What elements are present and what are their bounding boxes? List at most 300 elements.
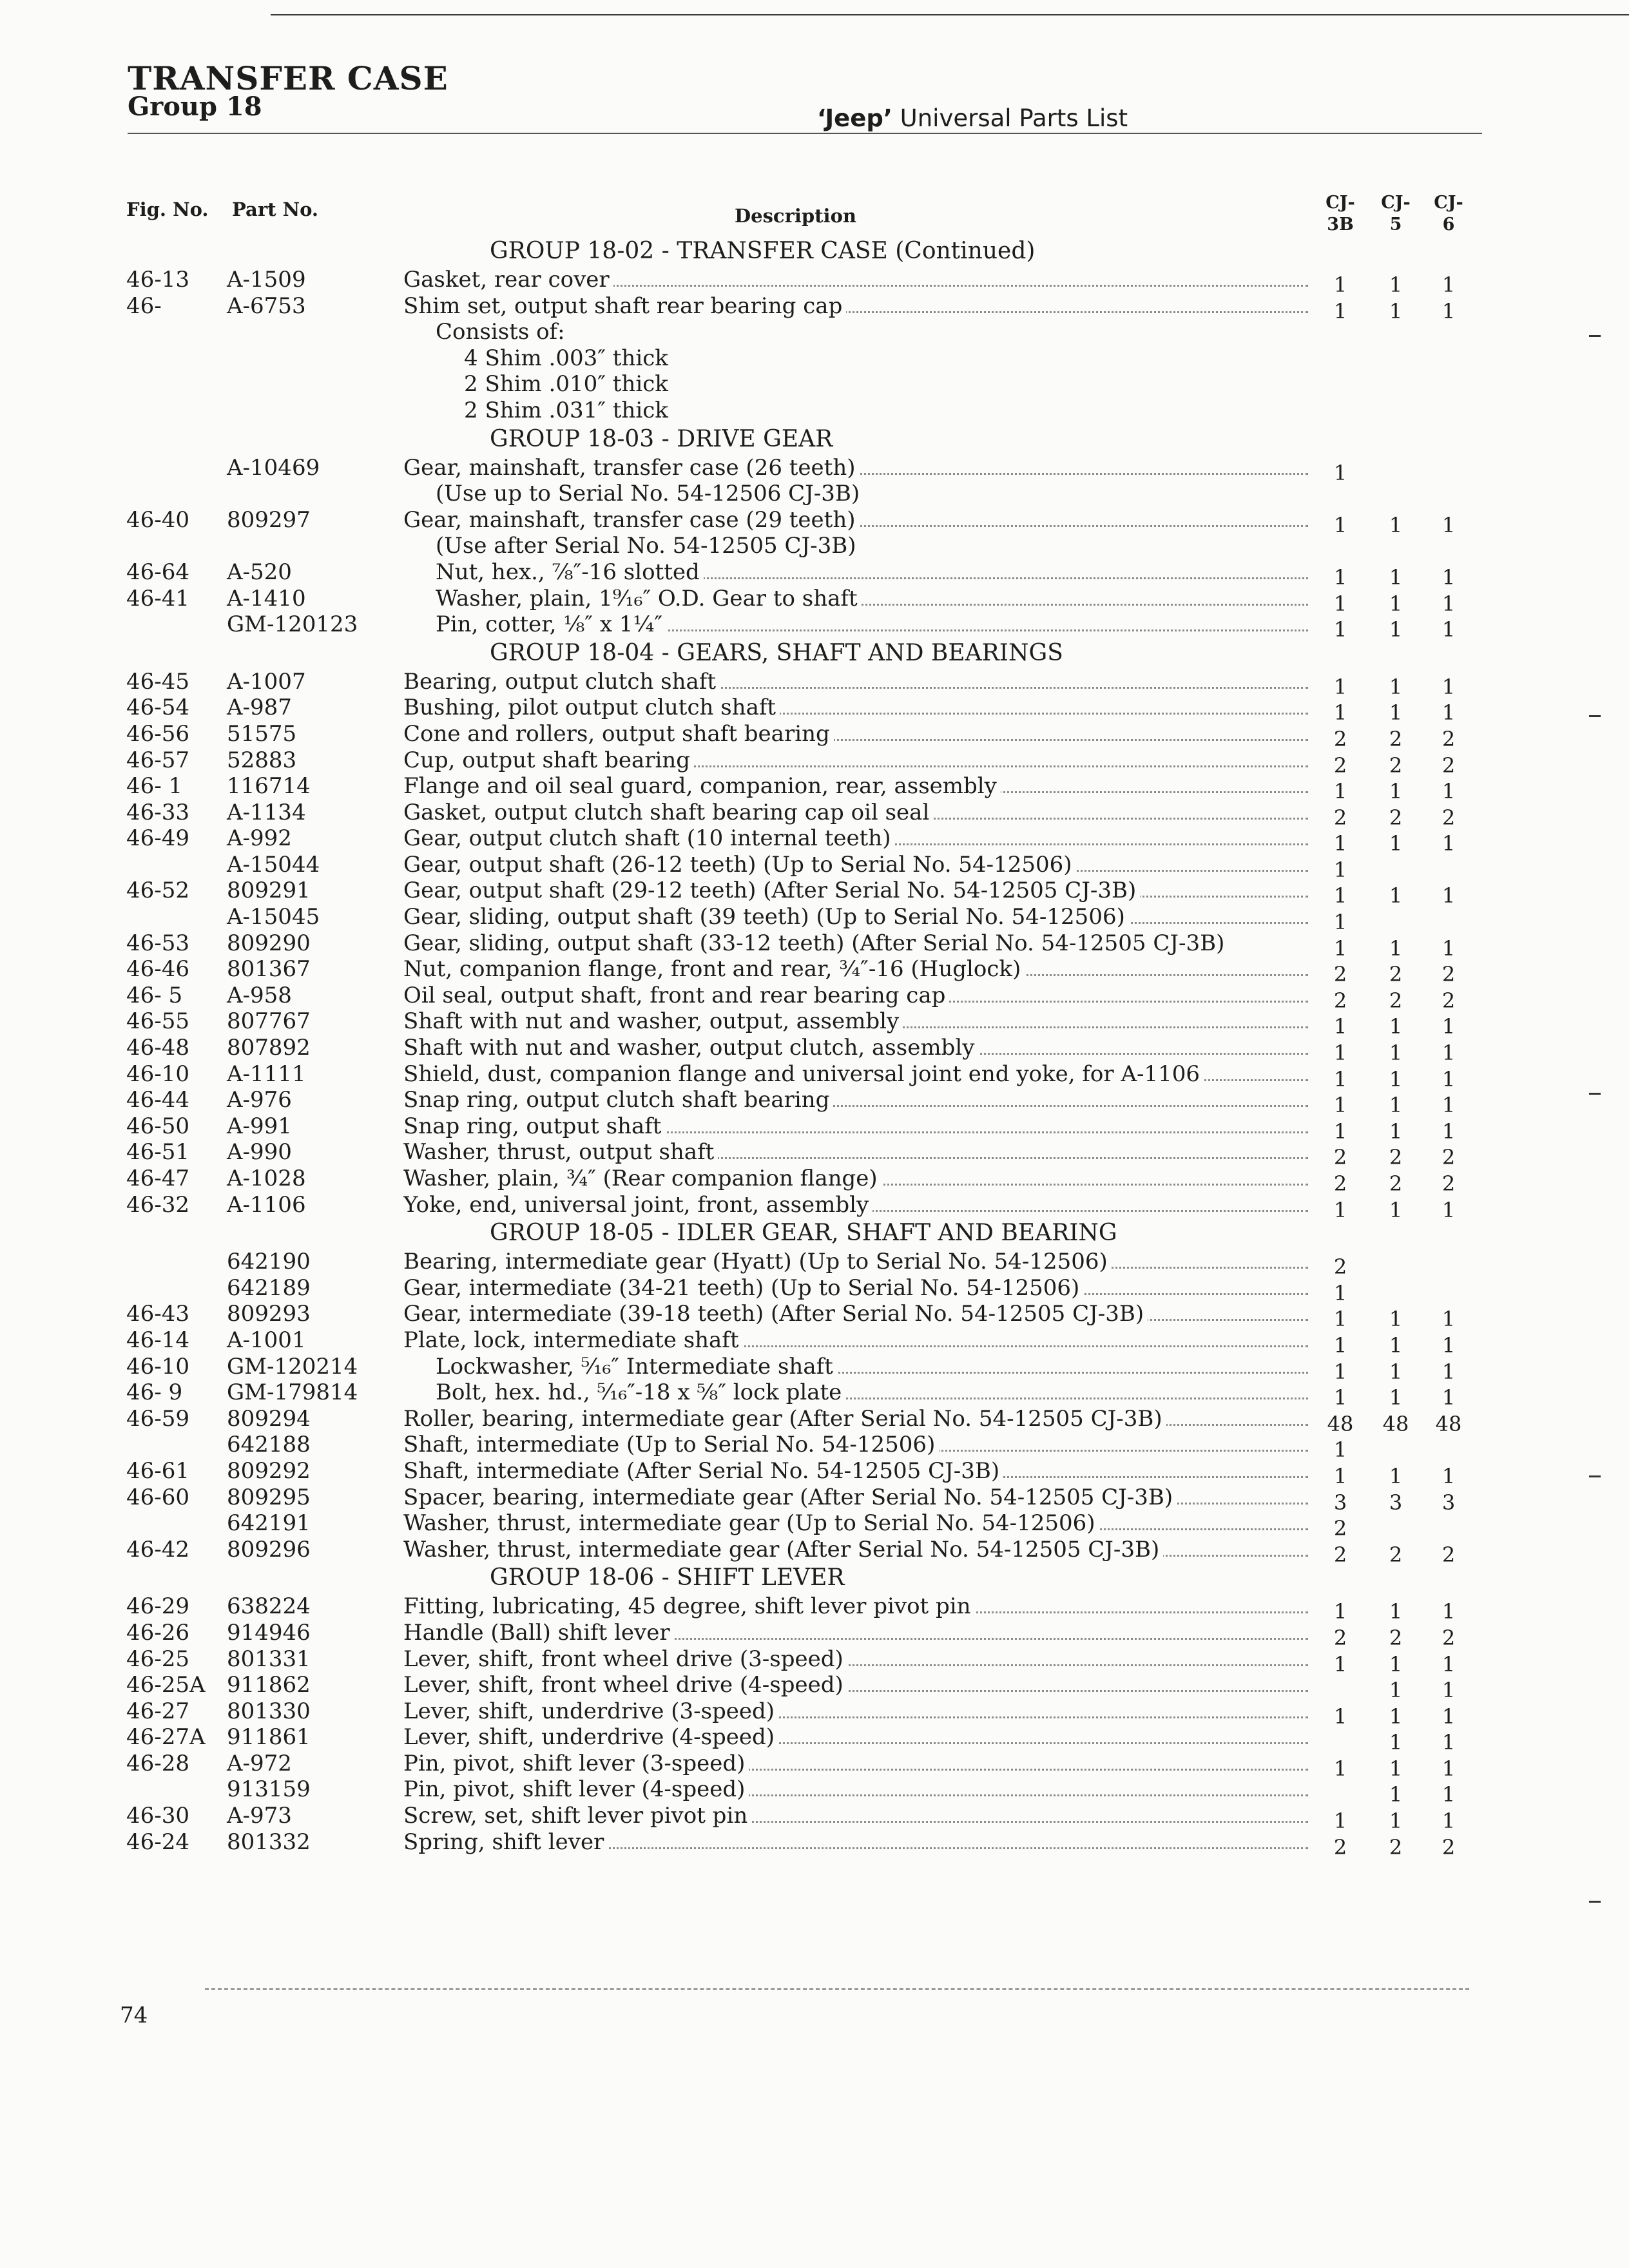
fig-no-cell: 46-13	[126, 267, 190, 293]
qty-cj5-cell: 1	[1389, 779, 1403, 804]
table-row	[0, 319, 1629, 345]
description-cell	[436, 533, 1344, 559]
table-row	[0, 1619, 1629, 1650]
qty-cj3b-cell: 1	[1333, 1041, 1347, 1066]
description-text: Shaft, intermediate (Up to Serial No. 54-12506)	[403, 1432, 939, 1457]
table-row	[0, 1724, 1629, 1755]
group-label: Group 18	[128, 91, 262, 122]
description-cell	[403, 1301, 1308, 1327]
qty-cj3b-cell: 1	[1333, 1599, 1347, 1624]
description-text: Bushing, pilot output clutch shaft	[403, 695, 780, 720]
fig-no-cell: 46-51	[126, 1139, 190, 1166]
fig-no-cell: 46-24	[126, 1829, 190, 1855]
qty-cj6-cell: 2	[1441, 753, 1456, 778]
description-cell	[403, 800, 1308, 825]
qty-cj6-cell: 1	[1441, 591, 1456, 616]
qty-cj3b-cell: 1	[1333, 591, 1347, 616]
qty-cj3b-cell: 1	[1333, 910, 1347, 935]
description-text: Snap ring, output clutch shaft bearing	[403, 1087, 833, 1113]
description-cell	[403, 507, 1308, 533]
qty-cj3b-cell: 1	[1333, 1332, 1347, 1358]
description-text: Washer, thrust, output shaft	[403, 1139, 718, 1165]
description-text: Pin, pivot, shift lever (3-speed)	[403, 1751, 749, 1776]
page-number: 74	[120, 2003, 148, 2028]
description-cell	[403, 1829, 1308, 1855]
description-cell	[403, 1087, 1308, 1113]
description-cell	[403, 1166, 1308, 1191]
qty-cj3b-cell: 2	[1333, 1625, 1347, 1650]
qty-cj6-cell: 1	[1441, 1678, 1456, 1703]
qty-cj5-cell: 1	[1389, 1704, 1403, 1729]
qty-cj6-cell: 2	[1441, 1625, 1456, 1650]
part-no-cell: A-10469	[227, 454, 320, 481]
description-text: Gear, mainshaft, transfer case (29 teeth)	[403, 507, 860, 533]
fig-no-cell: 46-27	[126, 1698, 190, 1724]
qty-cj3b-cell: 1	[1333, 1437, 1347, 1463]
qty-cj6-cell: 1	[1441, 1041, 1456, 1066]
qty-cj3b-cell: 2	[1333, 988, 1347, 1013]
fig-no-cell: 46-41	[126, 585, 190, 611]
qty-cj6-cell: 1	[1441, 1651, 1456, 1677]
description-text: Shaft with nut and washer, output clutch, assembly	[403, 1035, 978, 1061]
margin-mark	[1589, 1093, 1601, 1095]
description-cell	[403, 1458, 1308, 1484]
part-no-cell: 809292	[227, 1457, 311, 1484]
part-no-cell: A-1111	[227, 1061, 306, 1087]
table-row	[0, 1829, 1629, 1860]
fig-no-cell: 46-52	[126, 878, 190, 904]
description-cell	[403, 1249, 1308, 1274]
fig-no-cell: 46-	[126, 293, 162, 319]
fig-no-cell: 46-64	[126, 559, 190, 585]
qty-cj6-cell: 1	[1441, 700, 1456, 726]
qty-cj6-cell: 1	[1441, 1066, 1456, 1091]
qty-cj3b-cell: 1	[1333, 1704, 1347, 1729]
qty-cj6-cell: 1	[1441, 674, 1456, 699]
part-no-cell: 638224	[227, 1593, 311, 1620]
table-row	[0, 398, 1629, 424]
table-row	[0, 799, 1629, 830]
description-text: Gear, sliding, output shaft (33-12 teeth) (After Serial No. 54-12505 CJ-3B)	[403, 930, 1228, 956]
description-text: Washer, thrust, intermediate gear (After Serial No. 54-12505 CJ-3B)	[403, 1537, 1163, 1562]
qty-cj5-cell: 1	[1389, 1651, 1403, 1677]
table-row	[0, 1008, 1629, 1039]
part-no-cell: 807892	[227, 1035, 311, 1061]
qty-cj6-cell: 1	[1441, 1093, 1456, 1118]
qty-cj6-cell: 1	[1441, 1756, 1456, 1781]
qty-cj5-cell: 2	[1389, 805, 1403, 830]
section-heading: GROUP 18-02 - TRANSFER CASE (Continued)	[490, 238, 1036, 264]
table-row	[0, 930, 1629, 961]
qty-cj3b-cell: 1	[1333, 617, 1347, 642]
description-cell	[464, 371, 1373, 397]
description-text: Gasket, output clutch shaft bearing cap oil seal	[403, 800, 933, 825]
qty-cj3b-cell: 1	[1333, 883, 1347, 908]
table-row	[0, 1139, 1629, 1170]
description-cell	[403, 1751, 1308, 1776]
qty-cj6-cell: 1	[1441, 1704, 1456, 1729]
table-row	[0, 506, 1629, 537]
table-row	[0, 1166, 1629, 1196]
part-no-cell: A-520	[227, 559, 292, 585]
description-text: 4 Shim .003″ thick	[464, 345, 672, 371]
description-cell	[403, 1803, 1308, 1829]
table-row	[0, 1776, 1629, 1807]
description-text: (Use up to Serial No. 54-12506 CJ-3B)	[436, 481, 863, 506]
description-cell	[403, 1008, 1308, 1034]
part-no-cell: A-990	[227, 1139, 292, 1166]
margin-mark	[1589, 335, 1601, 337]
fig-no-cell: 46-45	[126, 668, 190, 695]
column-header-cj6: CJ- 6	[1434, 193, 1463, 235]
description-text: Gear, output shaft (26-12 teeth) (Up to Serial No. 54-12506)	[403, 852, 1075, 878]
qty-cj3b-cell: 1	[1333, 512, 1347, 537]
description-text: Gasket, rear cover	[403, 267, 613, 293]
qty-cj5-cell: 1	[1389, 1782, 1403, 1807]
section-heading: GROUP 18-04 - GEARS, SHAFT AND BEARINGS	[490, 639, 1063, 666]
qty-cj3b-cell: 1	[1333, 564, 1347, 590]
fig-no-cell: 46-44	[126, 1087, 190, 1113]
part-no-cell: A-6753	[227, 293, 306, 319]
part-no-cell: A-992	[227, 825, 292, 852]
table-row	[0, 1698, 1629, 1729]
fig-no-cell: 46-55	[126, 1008, 190, 1035]
description-text: Bearing, output clutch shaft	[403, 669, 720, 695]
qty-cj5-cell: 2	[1389, 753, 1403, 778]
qty-cj5-cell: 1	[1389, 1197, 1403, 1222]
subtitle-text: Universal Parts List	[892, 104, 1128, 132]
part-no-cell: A-973	[227, 1803, 292, 1829]
qty-cj5-cell: 1	[1389, 1359, 1403, 1384]
description-cell	[403, 1139, 1308, 1165]
qty-cj3b-cell: 1	[1333, 1119, 1347, 1144]
top-rule	[271, 14, 1629, 15]
document-subtitle	[817, 104, 1128, 132]
qty-cj3b-cell: 1	[1333, 298, 1347, 323]
qty-cj6-cell: 1	[1441, 273, 1456, 297]
description-cell	[403, 852, 1308, 878]
table-row	[0, 611, 1629, 642]
qty-cj3b-cell: 1	[1333, 936, 1347, 961]
description-text: 2 Shim .010″ thick	[464, 371, 672, 397]
section-heading-row	[0, 1218, 1629, 1249]
part-no-cell: 801331	[227, 1646, 311, 1672]
description-cell	[403, 1620, 1308, 1646]
qty-cj6-cell: 1	[1441, 1385, 1456, 1410]
part-no-cell: 913159	[227, 1776, 311, 1803]
part-no-cell: 51575	[227, 720, 297, 747]
description-cell	[403, 695, 1308, 720]
description-cell	[403, 267, 1308, 293]
fig-no-cell: 46-50	[126, 1113, 190, 1139]
description-cell	[436, 586, 1308, 611]
description-cell	[403, 1432, 1308, 1457]
qty-cj3b-cell: 1	[1333, 779, 1347, 804]
margin-mark	[1589, 715, 1601, 717]
description-cell	[403, 1776, 1308, 1802]
fig-no-cell: 46-53	[126, 930, 190, 956]
fig-no-cell: 46-28	[126, 1750, 190, 1776]
description-text: (Use after Serial No. 54-12505 CJ-3B)	[436, 533, 860, 559]
qty-cj6-cell: 2	[1441, 1171, 1456, 1196]
description-cell	[403, 293, 1308, 319]
table-row	[0, 1061, 1629, 1091]
description-cell	[403, 1537, 1308, 1562]
qty-cj3b-cell: 2	[1333, 962, 1347, 987]
qty-cj5-cell: 2	[1389, 1834, 1403, 1860]
qty-cj3b-cell: 2	[1333, 1145, 1347, 1170]
description-cell	[403, 1485, 1308, 1510]
part-no-cell: A-972	[227, 1750, 292, 1776]
description-cell	[403, 930, 1312, 956]
description-text: Shield, dust, companion flange and universal joint end yoke, for A-1106	[403, 1061, 1204, 1087]
section-heading: GROUP 18-03 - DRIVE GEAR	[490, 425, 833, 452]
qty-cj6-cell: 2	[1441, 1145, 1456, 1170]
description-text: Flange and oil seal guard, companion, rear, assembly	[403, 773, 1001, 799]
section-heading-row	[0, 424, 1629, 455]
table-row	[0, 585, 1629, 616]
description-text: Nut, companion flange, front and rear, ¾″-16 (Huglock)	[403, 956, 1025, 982]
qty-cj6-cell: 3	[1441, 1490, 1456, 1515]
table-row	[0, 747, 1629, 778]
fig-no-cell: 46-46	[126, 956, 190, 983]
fig-no-cell: 46-10	[126, 1353, 190, 1379]
description-cell	[403, 1724, 1308, 1750]
qty-cj5-cell: 2	[1389, 962, 1403, 987]
qty-cj3b-cell: 2	[1333, 1834, 1347, 1860]
qty-cj3b-cell: 1	[1333, 857, 1347, 882]
part-no-cell: 801367	[227, 956, 311, 983]
table-row	[0, 533, 1629, 559]
qty-cj3b-cell: 2	[1333, 1542, 1347, 1567]
qty-cj5-cell: 1	[1389, 1730, 1403, 1755]
description-text: Gear, output clutch shaft (10 internal teeth)	[403, 825, 894, 851]
fig-no-cell: 46-10	[126, 1061, 190, 1087]
description-text: Nut, hex., ⅞″-16 slotted	[436, 559, 704, 585]
table-row	[0, 1113, 1629, 1144]
qty-cj5-cell: 2	[1389, 1542, 1403, 1567]
description-cell	[436, 1379, 1308, 1405]
table-row	[0, 851, 1629, 882]
section-heading: GROUP 18-06 - SHIFT LEVER	[490, 1564, 845, 1591]
description-text: Washer, plain, ¾″ (Rear companion flange)	[403, 1166, 882, 1191]
description-cell	[403, 956, 1308, 982]
part-no-cell: 642190	[227, 1249, 311, 1275]
part-no-cell: A-1509	[227, 267, 306, 293]
qty-cj5-cell: 2	[1389, 1625, 1403, 1650]
fig-no-cell: 46-56	[126, 720, 190, 747]
qty-cj5-cell: 1	[1389, 1332, 1403, 1358]
table-row	[0, 904, 1629, 935]
table-row	[0, 1536, 1629, 1567]
description-cell	[403, 1192, 1308, 1218]
qty-cj5-cell: 48	[1382, 1411, 1409, 1436]
table-row	[0, 1510, 1629, 1541]
table-row	[0, 1457, 1629, 1488]
part-no-cell: A-1001	[227, 1327, 306, 1353]
fig-no-cell: 46-33	[126, 799, 190, 825]
table-row	[0, 1274, 1629, 1305]
description-cell	[403, 747, 1308, 773]
table-row	[0, 695, 1629, 726]
qty-cj3b-cell: 2	[1333, 753, 1347, 778]
table-row	[0, 559, 1629, 590]
description-text: Gear, mainshaft, transfer case (26 teeth)	[403, 455, 860, 481]
table-row	[0, 1327, 1629, 1358]
part-no-cell: 52883	[227, 747, 297, 773]
description-text: Pin, pivot, shift lever (4-speed)	[403, 1776, 749, 1802]
qty-cj3b-cell: 1	[1333, 700, 1347, 726]
qty-cj5-cell: 1	[1389, 1014, 1403, 1039]
table-row	[0, 1405, 1629, 1436]
qty-cj3b-cell: 1	[1333, 1066, 1347, 1091]
qty-cj5-cell: 1	[1389, 617, 1403, 642]
description-text: Consists of:	[436, 319, 569, 345]
fig-no-cell: 46-48	[126, 1035, 190, 1061]
qty-cj5-cell: 1	[1389, 512, 1403, 537]
part-no-cell: A-15045	[227, 904, 320, 930]
column-header-cj5: CJ- 5	[1381, 193, 1411, 235]
qty-cj6-cell: 1	[1441, 564, 1456, 590]
fig-no-cell: 46- 5	[126, 982, 183, 1008]
qty-cj6-cell: 2	[1441, 1834, 1456, 1860]
part-no-cell: 801332	[227, 1829, 311, 1855]
fig-no-cell: 46- 9	[126, 1379, 183, 1406]
part-no-cell: A-976	[227, 1087, 292, 1113]
qty-cj5-cell: 1	[1389, 674, 1403, 699]
column-header-description: Description	[735, 205, 856, 227]
part-no-cell: 911861	[227, 1724, 311, 1751]
description-text: Lockwasher, ⁵⁄₁₆″ Intermediate shaft	[436, 1354, 837, 1379]
qty-cj6-cell: 1	[1441, 1197, 1456, 1222]
qty-cj6-cell: 2	[1441, 805, 1456, 830]
description-text: Oil seal, output shaft, front and rear bearing cap	[403, 983, 949, 1008]
fig-no-cell: 46-54	[126, 695, 190, 721]
qty-cj3b-cell: 1	[1333, 1197, 1347, 1222]
qty-cj6-cell: 1	[1441, 512, 1456, 537]
description-text: Screw, set, shift lever pivot pin	[403, 1803, 751, 1829]
description-text: Shaft, intermediate (After Serial No. 54-12505 CJ-3B)	[403, 1458, 1003, 1484]
qty-cj6-cell: 1	[1441, 883, 1456, 908]
qty-cj5-cell: 1	[1389, 936, 1403, 961]
part-no-cell: 809296	[227, 1536, 311, 1562]
description-text: Plate, lock, intermediate shaft	[403, 1327, 743, 1353]
description-cell	[403, 1113, 1308, 1139]
table-row	[0, 982, 1629, 1013]
description-text: Gear, intermediate (34-21 teeth) (Up to Serial No. 54-12506)	[403, 1275, 1083, 1301]
table-row	[0, 878, 1629, 908]
section-heading-row	[0, 638, 1629, 669]
part-no-cell: A-987	[227, 695, 292, 721]
qty-cj6-cell: 1	[1441, 1730, 1456, 1755]
table-row	[0, 1379, 1629, 1410]
description-cell	[464, 398, 1373, 423]
description-cell	[403, 983, 1308, 1008]
qty-cj6-cell: 2	[1441, 962, 1456, 987]
qty-cj6-cell: 1	[1441, 1014, 1456, 1039]
description-text: Gear, sliding, output shaft (39 teeth) (Up to Serial No. 54-12506)	[403, 904, 1129, 930]
margin-mark	[1589, 1901, 1601, 1903]
description-cell	[403, 1593, 1308, 1619]
table-row	[0, 956, 1629, 987]
fig-no-cell: 46-30	[126, 1803, 190, 1829]
fig-no-cell: 46-61	[126, 1457, 190, 1484]
footer-rule	[205, 1988, 1469, 1990]
table-row	[0, 293, 1629, 323]
page-title: TRANSFER CASE	[128, 59, 448, 97]
description-text: Bearing, intermediate gear (Hyatt) (Up to Serial No. 54-12506)	[403, 1249, 1112, 1274]
description-cell	[403, 878, 1308, 903]
part-no-cell: 801330	[227, 1698, 311, 1724]
table-row	[0, 1803, 1629, 1834]
section-heading: GROUP 18-05 - IDLER GEAR, SHAFT AND BEARING	[490, 1220, 1117, 1247]
header-rule	[128, 133, 1482, 134]
qty-cj3b-cell: 1	[1333, 674, 1347, 699]
qty-cj3b-cell: 1	[1333, 1280, 1347, 1305]
description-cell	[436, 319, 1344, 345]
description-cell	[403, 1510, 1308, 1536]
part-no-cell: 911862	[227, 1672, 311, 1698]
fig-no-cell: 46-57	[126, 747, 190, 773]
part-no-cell: 809291	[227, 878, 311, 904]
table-row	[0, 345, 1629, 372]
qty-cj5-cell: 1	[1389, 883, 1403, 908]
part-no-cell: A-1134	[227, 799, 306, 825]
description-cell	[403, 1061, 1308, 1087]
qty-cj3b-cell: 1	[1333, 273, 1347, 297]
fig-no-cell: 46-26	[126, 1619, 190, 1646]
qty-cj6-cell: 1	[1441, 1332, 1456, 1358]
qty-cj6-cell: 1	[1441, 1119, 1456, 1144]
table-row	[0, 1191, 1629, 1222]
qty-cj5-cell: 1	[1389, 1678, 1403, 1703]
description-cell	[403, 773, 1308, 799]
description-text: Washer, thrust, intermediate gear (Up to Serial No. 54-12506)	[403, 1510, 1099, 1536]
fig-no-cell: 46-25A	[126, 1672, 206, 1698]
qty-cj3b-cell: 1	[1333, 1756, 1347, 1781]
part-no-cell: A-1007	[227, 668, 306, 695]
qty-cj6-cell: 1	[1441, 617, 1456, 642]
qty-cj5-cell: 1	[1389, 1463, 1403, 1488]
description-cell	[403, 825, 1308, 851]
qty-cj5-cell: 1	[1389, 1385, 1403, 1410]
qty-cj3b-cell: 1	[1333, 1307, 1347, 1332]
qty-cj6-cell: 2	[1441, 1542, 1456, 1567]
description-text: Lever, shift, underdrive (3-speed)	[403, 1698, 778, 1724]
qty-cj6-cell: 1	[1441, 1809, 1456, 1834]
qty-cj6-cell: 1	[1441, 1782, 1456, 1807]
fig-no-cell: 46-59	[126, 1405, 190, 1432]
description-cell	[403, 669, 1308, 695]
parts-table	[0, 236, 1629, 1860]
part-no-cell: A-958	[227, 982, 292, 1008]
qty-cj5-cell: 2	[1389, 1171, 1403, 1196]
brand-name: ‘Jeep’	[817, 104, 892, 132]
fig-no-cell: 46-29	[126, 1593, 190, 1620]
part-no-cell: A-1410	[227, 585, 306, 611]
fig-no-cell: 46- 1	[126, 773, 183, 800]
description-text: Lever, shift, front wheel drive (4-speed)	[403, 1672, 847, 1698]
qty-cj3b-cell: 1	[1333, 1385, 1347, 1410]
description-text: Washer, plain, 1⁹⁄₁₆″ O.D. Gear to shaft	[436, 586, 862, 611]
qty-cj3b-cell: 48	[1327, 1411, 1354, 1436]
part-no-cell: 809290	[227, 930, 311, 956]
fig-no-cell: 46-27A	[126, 1724, 206, 1751]
column-header-cj3b: CJ- 3B	[1325, 193, 1355, 235]
part-no-cell: A-1028	[227, 1166, 306, 1191]
qty-cj6-cell: 1	[1441, 1599, 1456, 1624]
description-text: Cone and rollers, output shaft bearing	[403, 721, 834, 747]
